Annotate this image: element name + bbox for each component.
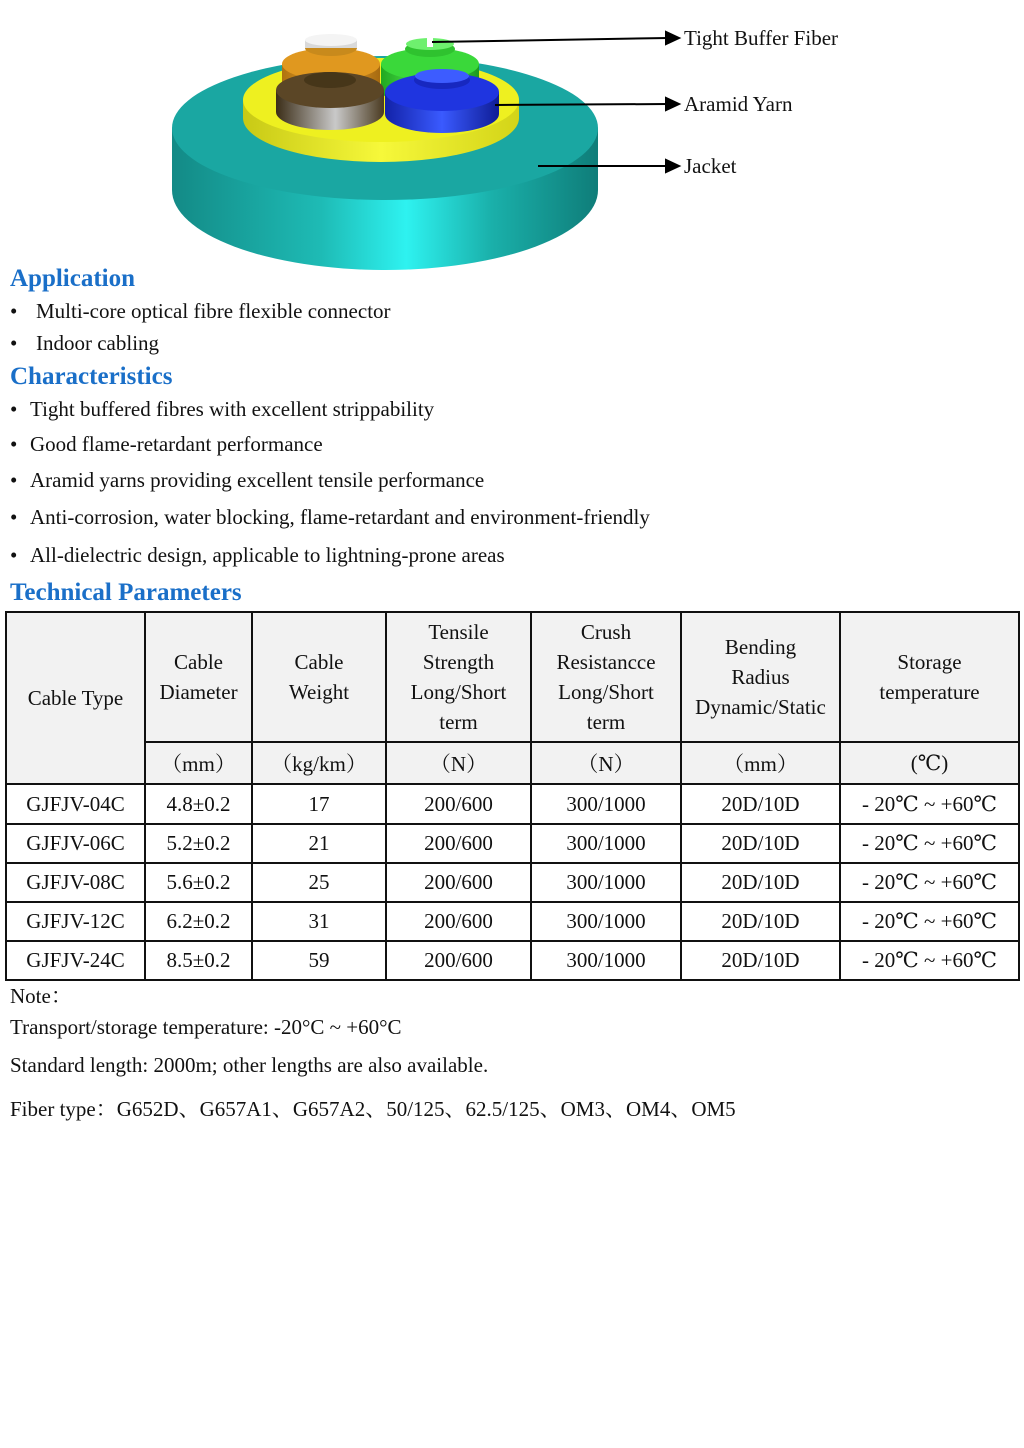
bending-cell: 20D/10D [681,941,840,980]
cable-illustration [0,0,1024,275]
diameter-cell: 6.2±0.2 [145,902,252,941]
characteristics-heading: Characteristics [10,363,173,390]
bullet-icon: • [10,299,18,323]
header-cable-diameter: Cable Diameter [145,612,252,742]
storage-cell: - 20℃ ~ +60℃ [840,902,1019,941]
table-row [6,784,1019,824]
unit-storage: (℃) [840,742,1019,784]
crush-cell: 300/1000 [531,824,681,863]
weight-cell: 25 [252,863,386,902]
list-item: • All-dielectric design, applicable to lightning-prone areas [10,543,505,567]
storage-cell: - 20℃ ~ +60℃ [840,941,1019,980]
technical-parameters-heading: Technical Parameters [10,579,242,606]
tight-buffer-fiber-brown [276,72,384,130]
bullet-icon: • [10,468,18,492]
header-tensile-strength: Tensile Strength Long/Short term [386,612,531,742]
bullet-icon: • [10,397,18,421]
table-row [6,902,1019,941]
note-fiber-type: Fiber type：G652D、G657A1、G657A2、50/125、62.5/125、OM3、OM4、OM5 [10,1097,736,1121]
diameter-cell: 5.6±0.2 [145,863,252,902]
table-row [6,941,1019,980]
bending-cell: 20D/10D [681,824,840,863]
header-cable-type: Cable Type [6,612,145,784]
cable-type-cell: GJFJV-24C [6,941,145,980]
table-row [6,863,1019,902]
list-item: • Indoor cabling [10,331,160,355]
cable-diagram [0,0,1024,275]
list-item: • Good flame-retardant performance [10,432,323,456]
crush-cell: 300/1000 [531,863,681,902]
diameter-cell: 5.2±0.2 [145,824,252,863]
list-item: • Aramid yarns providing excellent tensile performance [10,468,485,492]
weight-cell: 17 [252,784,386,824]
list-item: • Anti-corrosion, water blocking, flame-retardant and environment-friendly [10,505,650,529]
unit-crush: （N） [531,742,681,784]
note-label: Note： [10,984,72,1008]
crush-cell: 300/1000 [531,784,681,824]
weight-cell: 31 [252,902,386,941]
unit-tensile: （N） [386,742,531,784]
storage-cell: - 20℃ ~ +60℃ [840,784,1019,824]
bending-cell: 20D/10D [681,784,840,824]
bullet-icon: • [10,432,18,456]
crush-cell: 300/1000 [531,902,681,941]
list-item: • Tight buffered fibres with excellent strippability [10,397,435,421]
tight-buffer-fiber-blue [385,69,499,133]
tensile-cell: 200/600 [386,902,531,941]
storage-cell: - 20℃ ~ +60℃ [840,824,1019,863]
weight-cell: 21 [252,824,386,863]
callout-tight-buffer-fiber: Tight Buffer Fiber [684,26,839,50]
unit-diameter: （mm） [145,742,252,784]
header-storage-temperature: Storage temperature [840,612,1019,742]
cable-type-cell: GJFJV-06C [6,824,145,863]
cable-type-cell: GJFJV-12C [6,902,145,941]
list-item: • Multi-core optical fibre flexible connector [10,299,391,323]
header-crush-resistance: Crush Resistancce Long/Short term [531,612,681,742]
tensile-cell: 200/600 [386,941,531,980]
header-bending-radius: Bending Radius Dynamic/Static [681,612,840,742]
tensile-cell: 200/600 [386,863,531,902]
weight-cell: 59 [252,941,386,980]
unit-weight: （kg/km） [252,742,386,784]
bullet-icon: • [10,543,18,567]
cable-type-cell: GJFJV-04C [6,784,145,824]
note-standard-length: Standard length: 2000m; other lengths are also available. [10,1053,489,1077]
bending-cell: 20D/10D [681,902,840,941]
diameter-cell: 4.8±0.2 [145,784,252,824]
application-heading: Application [10,265,136,292]
note-transport-temperature: Transport/storage temperature: -20°C ~ +60°C [10,1015,402,1039]
table-row [6,824,1019,863]
bullet-icon: • [10,331,18,355]
callout-aramid-yarn: Aramid Yarn [684,92,793,116]
bullet-icon: • [10,505,18,529]
technical-parameters-table [5,611,1020,981]
tensile-cell: 200/600 [386,824,531,863]
header-cable-weight: Cable Weight [252,612,386,742]
bending-cell: 20D/10D [681,863,840,902]
diameter-cell: 8.5±0.2 [145,941,252,980]
callout-jacket: Jacket [684,154,737,178]
crush-cell: 300/1000 [531,941,681,980]
cable-type-cell: GJFJV-08C [6,863,145,902]
unit-bending: （mm） [681,742,840,784]
storage-cell: - 20℃ ~ +60℃ [840,863,1019,902]
tensile-cell: 200/600 [386,784,531,824]
